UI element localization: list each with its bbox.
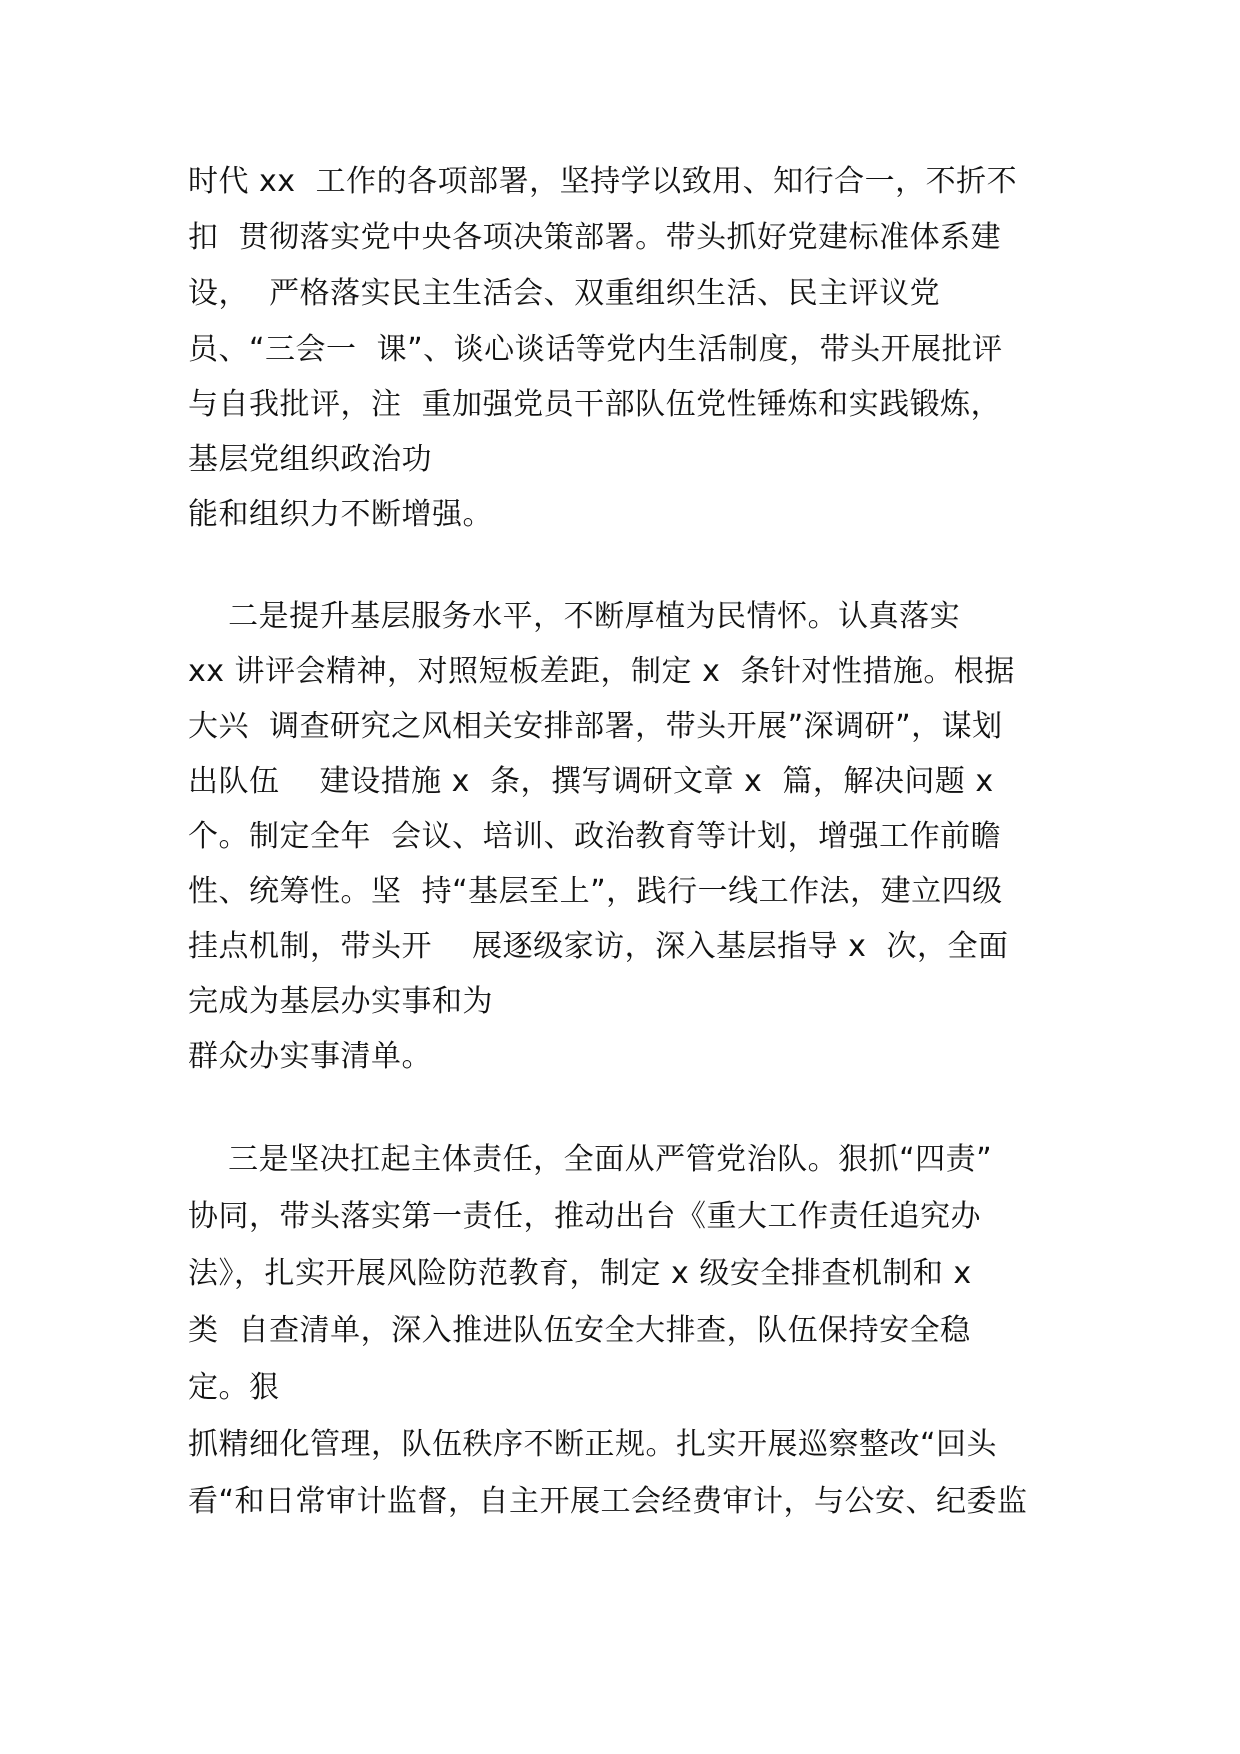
text-line-6: 基层党组织政治功	[188, 442, 432, 477]
text-line-8: 二是提升基层服务水平，不断厚植为民情怀。认真落实	[188, 599, 961, 634]
text-line-23: 看“和日常审计监督，自主开展工会经费审计，与公安、纪委监	[188, 1484, 1028, 1519]
text-line-14: 挂点机制，带头开 展逐级家访，深入基层指导 x 次，全面	[188, 929, 1009, 964]
text-line-5: 与自我批评，注 重加强党员干部队伍党性锤炼和实践锻炼，	[188, 387, 1002, 422]
text-line-15: 完成为基层办实事和为	[188, 984, 493, 1019]
text-line-16: 群众办实事清单。	[188, 1039, 432, 1074]
text-line-18: 协同，带头落实第一责任，推动出台《重大工作责任追究办	[188, 1199, 981, 1234]
text-line-3: 设， 严格落实民主生活会、双重组织生活、民主评议党	[188, 276, 941, 311]
text-line-22: 抓精细化管理，队伍秩序不断正规。扎实开展巡察整改“回头	[188, 1427, 998, 1462]
text-line-20: 类 自查清单，深入推进队伍安全大排查，队伍保持安全稳	[188, 1313, 971, 1348]
text-line-2: 扣 贯彻落实党中央各项决策部署。带头抓好党建标准体系建	[188, 220, 1002, 255]
text-line-13: 性、统筹性。坚 持“基层至上”，践行一线工作法，建立四级	[188, 874, 1003, 909]
text-line-1: 时代 xx 工作的各项部署，坚持学以致用、知行合一，不折不	[188, 164, 1018, 199]
text-line-11: 出队伍 建设措施 x 条，撰写调研文章 x 篇，解决问题 x	[188, 764, 994, 799]
text-line-19: 法》，扎实开展风险防范教育，制定 x 级安全排查机制和 x	[188, 1256, 972, 1291]
text-line-9: xx 讲评会精神，对照短板差距，制定 x 条针对性措施。根据	[188, 654, 1015, 689]
text-line-17: 三是坚决扛起主体责任，全面从严管党治队。狠抓“四责”	[188, 1142, 993, 1177]
text-line-10: 大兴 调查研究之风相关安排部署，带头开展”深调研”，谋划	[188, 709, 1003, 744]
text-line-21: 定。狠	[188, 1370, 280, 1405]
text-line-12: 个。制定全年 会议、培训、政治教育等计划，增强工作前瞻	[188, 819, 1002, 854]
text-line-4: 员、“三会一 课”、谈心谈话等党内生活制度，带头开展批评	[188, 332, 1003, 367]
text-line-7: 能和组织力不断增强。	[188, 497, 493, 532]
